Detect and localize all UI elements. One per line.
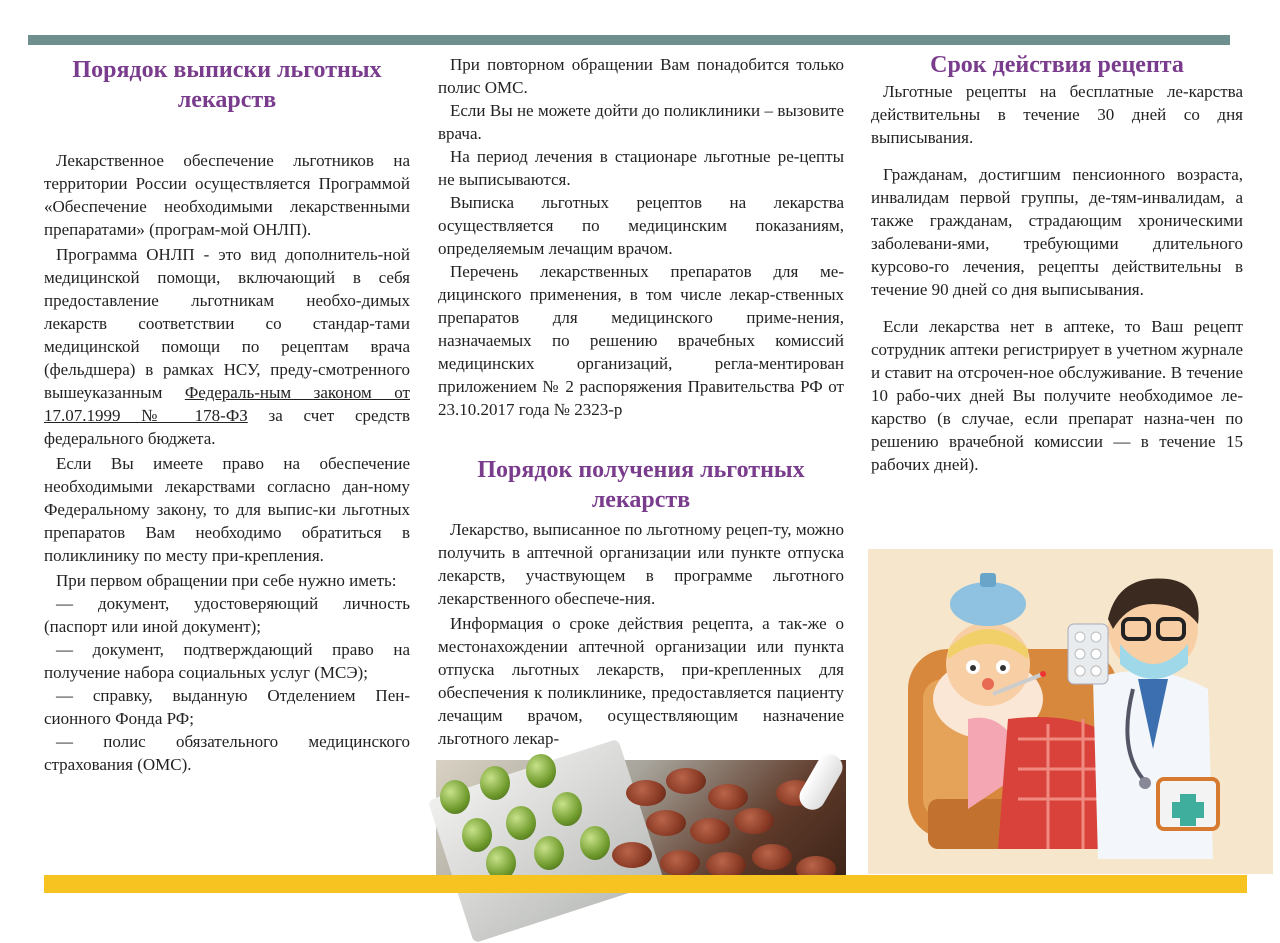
- green-pill: [440, 780, 470, 814]
- brown-pill: [626, 780, 666, 806]
- brown-pill: [660, 850, 700, 876]
- green-pill: [462, 818, 492, 852]
- green-pill: [580, 826, 610, 860]
- doctor-patient-drawing: [868, 549, 1273, 874]
- paragraph-prescription-info: Информация о сроке действия рецепта, а так-же о местонахождении аптечной организации или пункта отпуска льготных лекарств, при-крепленных для обеспечения к поликлинике, предоставляется пациенту лечащим врачом, осуществляющим назначение льготного лекар-: [438, 614, 844, 748]
- brown-pill: [734, 808, 774, 834]
- column-validity: [871, 50, 1243, 476]
- paragraph-onlp-intro: Лекарственное обеспечение льготников на территории России осуществляется Программой «Обеспечение необходимыми лекарственными препаратами» (програм-мой ОНЛП).: [44, 151, 410, 239]
- paragraph-repeat-visit: При повторном обращении Вам понадобится только полис ОМС.: [438, 55, 844, 97]
- column-issuance: [44, 50, 410, 776]
- paragraph-validity-30-days: Льготные рецепты на бесплатные ле-карства действительны в течение 30 дней со дня выписывания.: [871, 82, 1243, 147]
- paragraph-validity-90-days: Гражданам, достигшим пенсионного возраста, инвалидам первой группы, де-тям-инвалидам, а также гражданам, страдающим хроническими заболевани-ями, требующими длительного курсово-го лечения, рецепты действительны в течение 90 дней со дня выписывания.: [871, 165, 1243, 299]
- brown-pill: [646, 810, 686, 836]
- list-item-oms-policy: — полис обязательного медицинского страхования (ОМС).: [44, 732, 410, 774]
- brown-pill: [708, 784, 748, 810]
- pills-photo: [436, 760, 846, 880]
- green-pill: [534, 836, 564, 870]
- onlp-definition-tail: за счет средств федерального бюджета.: [44, 406, 410, 448]
- paragraph-pharmacy: Лекарство, выписанное по льготному рецеп-ту, можно получить в аптечной организации или пункте отпуска лекарств, участвующем в программе льготного лекарственного обеспече-ния.: [438, 520, 844, 608]
- heading-receiving: Порядок получения льготных лекарств: [477, 457, 805, 513]
- heading-issuance: Порядок выписки льготных лекарств: [72, 57, 382, 113]
- federal-law-link[interactable]: Федераль-ным законом от 17.07.1999 № 178-ФЗ: [44, 383, 410, 425]
- bottom-divider-bar: [44, 875, 1247, 893]
- paragraph-medical-indications: Выписка льготных рецептов на лекарства осуществляется по медицинским показаниям, определяемым лечащим врачом.: [438, 193, 844, 258]
- brown-pill: [690, 818, 730, 844]
- green-pill: [480, 766, 510, 800]
- onlp-definition-text: Программа ОНЛП - это вид дополнитель-ной медицинской помощи, включающий в себя предоставление льготникам необхо-димых лекарств соответствии со стандар-тами медицинской помощи по рецептам врача (фельдшера) в рамках НСУ, преду-смотренного вышеуказанным: [44, 245, 410, 402]
- paragraph-onlp-definition: [44, 243, 410, 450]
- heading-validity: Срок действия рецепта: [930, 52, 1184, 78]
- paragraph-first-visit: При первом обращении при себе нужно иметь:: [56, 571, 397, 590]
- brown-pill: [752, 844, 792, 870]
- paragraph-drug-list: Перечень лекарственных препаратов для ме-дицинского применения, в том числе лекар-ственных препаратов для медицинского приме-нения, назначаемых по решению врачебных комиссий медицинских организаций, регла-ментирован приложением № 2 распоряжения Правительства РФ от 23.10.2017 года № 2323-р: [438, 262, 844, 419]
- green-pill: [526, 754, 556, 788]
- paragraph-deferred-service: Если лекарства нет в аптеке, то Ваш рецепт сотрудник аптеки регистрирует в учетном журнале и ставит на отсрочен-ное обслуживание. В течение 10 рабо-чих дней Вы получите необходимое ле-карство (в случае, если препарат назна-чен по решению врачебной комиссии — в течение 15 рабочих дней).: [871, 317, 1243, 474]
- paragraph-clinic-visit: Если Вы имеете право на обеспечение необходимыми лекарствами согласно дан-ному Федеральному закону, то для выпис-ки льготных препаратов Вам необходимо обратиться в поликлинику по месту при-крепления.: [44, 454, 410, 565]
- green-pill: [552, 792, 582, 826]
- paragraph-hospital: На период лечения в стационаре льготные ре-цепты не выписываются.: [438, 147, 844, 189]
- list-item-pension-fund-certificate: — справку, выданную Отделением Пен-сионного Фонда РФ;: [44, 686, 410, 728]
- brown-pill: [612, 842, 652, 868]
- green-pill: [506, 806, 536, 840]
- list-item-social-services-document: — документ, подтверждающий право на получение набора социальных услуг (МСЭ);: [44, 640, 410, 682]
- list-item-identity-document: — документ, удостоверяющий личность (паспорт или иной документ);: [44, 594, 410, 636]
- paragraph-call-doctor: Если Вы не можете дойти до поликлиники – вызовите врача.: [438, 101, 844, 143]
- doctor-patient-illustration: [868, 549, 1273, 874]
- column-receiving: [438, 50, 844, 748]
- brown-pill: [666, 768, 706, 794]
- top-divider-bar: [28, 35, 1230, 45]
